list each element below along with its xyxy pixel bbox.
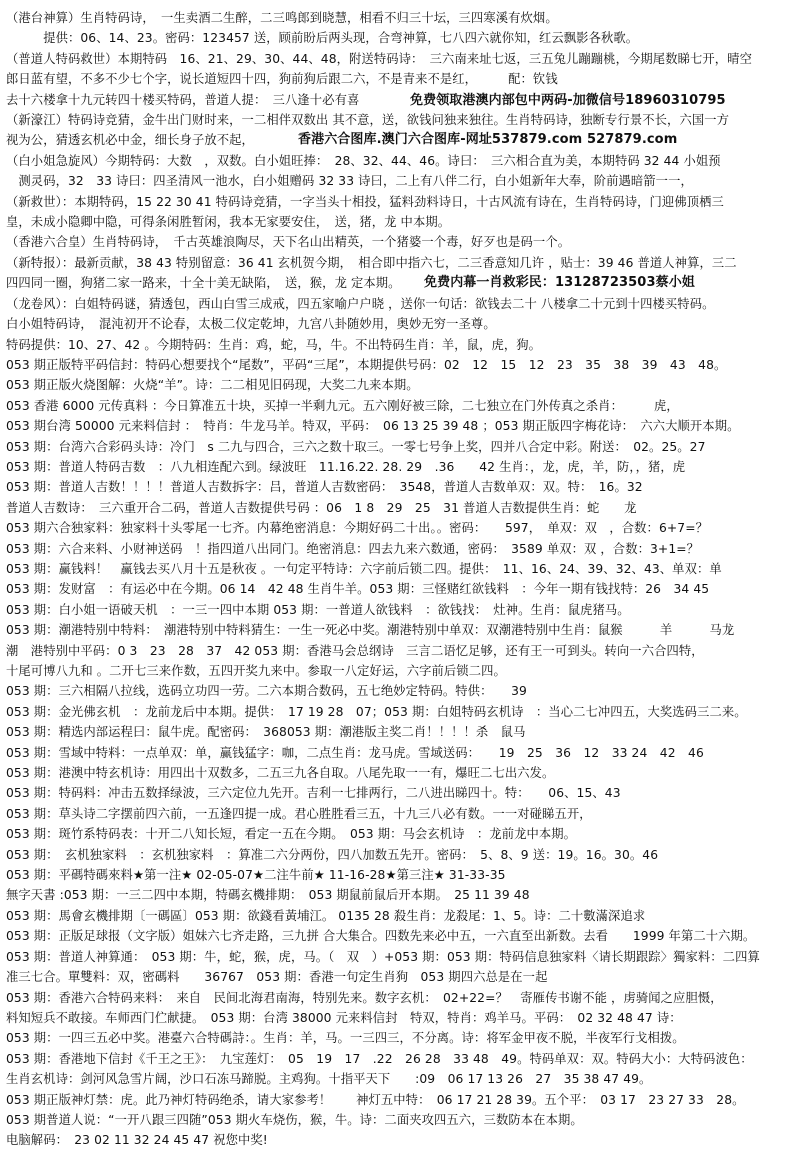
text-line-47: 053 期：普道人神算通： 053 期：牛，蛇，猴，虎，马。（ 双 ）+053 期：053 期：特码信息独家料〈请长期跟踪〉獨家料：二四算 [6, 949, 760, 964]
text-line-21: 053 期台湾 50000 元来料信封 ： 特肖：牛龙马羊。特双，平码： 06 13 25 39 48 ；053 期正版四字梅花诗： 六六大顺开本期。 [6, 419, 740, 434]
text-line-25: 普道人吉数诗： 三六重开合二码，普道人吉数提供号码 ：06 1 8 29 25 31 普道人吉数提供生肖：蛇 龙 [6, 500, 637, 515]
text-line-22: 053 期：台湾六合彩码头诗：冷门 s 二九与四合，三六之数十取三。一零七号争上奖，四并八合定中彩。附送： 02。25。27 [6, 439, 706, 454]
text-line-9: 测灵码，32 33 诗曰：四圣清风一池水，白小姐赠码 32 33 诗曰，二上有八伴二行，白小姐新年大奉，阶前遇暗箭一一， [6, 174, 693, 189]
text-line-5-body: 去十六楼拿十九元转四十楼买特码，普道人提： 三八逢十必有喜 [6, 92, 360, 107]
text-line-49: 053 期：香港六合特码来料： 来自 民间北海君南海，特别先来。数字玄机： 02+22=？ 寄雁传书谢不能 ，虏骑闻之应胆慑， [6, 990, 723, 1005]
text-line-36: 053 期：精选内部运程曰：鼠牛虎。配密码： 368053 期：潮港版主奖二肖！！！！杀 鼠马 [6, 725, 526, 740]
text-line-30: 053 期：白小姐一语破天机 ：一三一四中本期 053 期：一普道人欲钱料 ：欲钱找： 灶神。生肖：鼠虎猪马。 [6, 602, 630, 617]
text-line-54: 053 期正版神灯禁：虎。此乃神灯特码绝杀，请大家参考！ 神灯五中特： 06 17 21 28 39。五个平： 03 17 23 27 33 28。 [6, 1092, 745, 1107]
text-line-1: （港台神算）生肖特码诗， 一生卖酒二生醉，二三鸣郎到晓慧，相看不归三十坛，三四寒溪有炊烟。 [6, 11, 558, 25]
text-line-28: 053 期：赢钱料！ 赢钱去买八月十五是秋夜 。一句定平特诗：六字前后锁二四。提供： 11、16、24、39、32、43、单双：单 [6, 561, 722, 576]
text-line-55: 053 期普道人说：“一开八跟三四随”053 期火车烧伤，猴，牛。诗：二面夹攻四五六，三数防本在本期。 [6, 1112, 583, 1127]
text-line-12: （香港六合皇）生肖特码诗， 千古英雄浪陶尽，天下名山出精英，一个猪婆一个毒，好歹也是码一个。 [6, 235, 571, 250]
text-line-34: 053 期：三六相隔八拉线，选码立功四一劳。二六本期合数码，五七绝妙定特码。特供： 39 [6, 684, 527, 699]
text-line-46: 053 期：正版足球报（文字版）姐妹六七齐走路，三九拼 合大集合。四数先来必中五，一六直至出新数。去看 1999 年第二十六期。 [6, 929, 756, 944]
text-line-39: 053 期：特码料：冲击五数择绿波，三六定位九先开。吉利一七排两行，二八进出睇四十。特： 06、15、43 [6, 786, 621, 801]
text-line-44: 無字天書 :053 期：一三二四中本期，特碼玄機排期： 053 期鼠前鼠后开本期。 25 11 39 48 [6, 888, 530, 903]
text-line-4: 郎日蓝有望，不多不少七个字，说长道短四十四，狗前狗后跟二六，不是青来不是红， 配：钦钱 [6, 72, 558, 87]
text-line-14-body: 四四同一圈，狗猪二家一路来，十全十美无缺陷， 送，猴，龙 定本期。 [6, 276, 401, 291]
text-line-23: 053 期：普道人特码吉数 ：八九相连配六到。绿波旺 11.16.22. 28. 29 .36 42 生肖：，龙，虎，羊，防，，猪，虎 [6, 459, 686, 474]
text-line-32: 潮 港特别中平码：0 3 23 28 37 42 053 期：香港马会总纲诗 三言二语忆足够，还有王一可到头。转向一六合四特， [6, 643, 704, 658]
text-line-6: （新濠江）特码诗竞猜，金牛出门财时来，一二相伴双数出 其不意，送，欲钱问独来独往。生肖特码诗，独断专行景不长，六国一方 [6, 113, 730, 128]
text-line-7-body: 视为公，猜透玄机必中金，细长身子放不起， [6, 133, 254, 148]
text-line-35: 053 期：金光佛玄机 ：龙前龙后中本期。提供： 17 19 28 07；053 期：白姐特码玄机诗 ：当心二七冲四五，大奖选码三二来。 [6, 704, 747, 719]
text-line-31: 053 期：潮港特别中特料： 潮港特别中特料猜生：一生一死必中奖。潮港特别中单双：双潮港特别中生肖：鼠猴 羊 马龙 [6, 623, 735, 638]
text-line-42: 053 期： 玄机独家料 ：玄机独家料 ：算准二六分两份，四八加数五先开。密码： 5、8、9 送：19。16。30。46 [6, 847, 659, 862]
text-line-40: 053 期：草头诗二字摆前四六前，一五逢四提一成。君心胜胜看三五，十九三八必有数。一一对碰睇五开， [6, 806, 592, 821]
text-line-38: 053 期：港澳中特玄机诗：用四出十双数多，二五三九各自取。八尾先取一一有，爆旺二七出六发。 [6, 766, 555, 781]
text-line-18: 053 期正版特平码信封：特码心想要找个“尾数”，平码“三尾”，本期提供号码：02 12 15 12 23 35 38 39 43 48。 [6, 357, 727, 372]
text-line-5 [6, 90, 795, 110]
text-line-43: 053 期：平碼特碼來料★第一注★ 02-05-07★二注牛前★ 11-16-28★第三注★ 31-33-35 [6, 868, 506, 883]
text-line-26: 053 期六合独家料：独家料十头零尾一七齐。内幕绝密消息：今期好码二十出。。密码： 597， 单双：双 ，合数：6+7=？ [6, 521, 708, 536]
text-line-24: 053 期：普道人吉数！！！！普道人吉数拆字：吕，普道人吉数密码： 3548，普道人吉数单双：双。特： 16。32 [6, 480, 643, 495]
text-line-45: 053 期：馬會玄機排期〔一碼區〕053 期：欲錢看黃埔江。 0135 28 殺生肖：龙殺尾：1、5。诗：二十數滿深追求 [6, 908, 646, 923]
text-line-10: （新救世）：本期特码，15 22 30 41 特码诗竞猜，一字当头十相投，猛料劲料诗日，十古风流有诗在，生肖特码诗，门迎佛顶栖三 [6, 194, 724, 209]
text-line-2: 提供：06、14、23。密码：123457 送，顾前盼后两头现，合弯神算，七八四六就你知，红云飘影各秋歌。 [6, 31, 639, 46]
text-line-8: （白小姐急旋风）今期特码：大数 ，双数。白小姐旺捧： 28、32、44、46。诗曰： 三六相合直为美，本期特码 32 44 小姐预 [6, 153, 721, 168]
text-line-50: 料知短兵不敢接。车师西门伫献捷。 053 期：台湾 38000 元来料信封 特双，特肖：鸡羊马。平码： 02 32 48 47 诗： [6, 1010, 682, 1025]
text-line-29: 053 期：发财富 ：有运必中在今期。06 14 42 48 生肖牛羊。053 期：三怪赌红欲钱料 ：今年一期有钱找特：26 34 45 [6, 582, 710, 597]
text-line-3: （普道人特码救世）本期特码 16、21、29、30、44、48，附送特码诗： 三六南来址七返，三五兔儿蹦蹦桃，今期尾数睇七开，晴空 [6, 51, 752, 66]
text-line-17: 特码提供：10、27、42 。今期特码：生肖：鸡，蛇，马，牛。不出特码生肖：羊，鼠，虎，狗。 [6, 337, 542, 352]
text-line-13: （新特报）：最新贡献，38 43 特别留意：36 41 玄机贺今期， 相合即中指六七，二三香意知几许 ，贴士：39 46 普道人神算，三二 [6, 255, 737, 270]
text-line-56: 电脑解码： 23 02 11 32 24 45 47 祝您中奖! [6, 1133, 268, 1148]
text-line-14 [6, 273, 795, 293]
text-line-16: 白小姐特码诗， 混沌初开不论春，太极二仪定乾坤，九宫八卦随妙用，奥妙无穷一圣尊。 [6, 317, 496, 332]
text-line-41: 053 期：斑竹系特码表：十开二八知长短，看定一五在今期。 053 期：马会玄机诗 ：龙前龙中本期。 [6, 827, 577, 842]
text-line-51: 053 期：一四三五必中奖。港臺六合特碼詩：。生肖：羊，马。一三四三，不分离。诗：将军金甲夜不脱，半夜军行戈相拨。 [6, 1031, 685, 1046]
ad-website-banner: 香港六合图库.澳门六合图库-网址537879.com 527879.com [298, 132, 678, 148]
text-line-33: 十尾可博八九和 。二开七三来作数，五四开奖九来中。参取一八定好运，六字前后锁二四。 [6, 664, 506, 678]
text-line-15: （龙卷风）：白姐特码谜，猜透包，西山白雪三成戒，四五家喻户户晓 ，送你一句话：欲钱去二十 八楼拿二十元到十四楼买特码。 [6, 296, 715, 311]
text-line-7 [6, 130, 795, 150]
text-line-48: 准三七合。單雙料：双，密碼料 36767 053 期：香港一句定生肖狗 053 期四六总是在一起 [6, 970, 548, 985]
text-line-52: 053 期：香港地下信封《千王之王》： 九宝莲灯： 05 19 17 .22 26 28 33 48 49。特码单双：双。特码大小：大特码波色： [6, 1051, 753, 1066]
text-line-27: 053 期：六合来料、小财神送码 ！指四道八出同门。绝密消息：四去九来六数通，密码： 3589 单双：双 ，合数：3+1=？ [6, 541, 700, 556]
ad-wechat-banner: 免费领取港澳内部包中两码-加微信号18960310795 [410, 92, 726, 108]
text-line-11: 皇，未成小隐卿中隐，可得条闲胜暂闲，我本无家要安住， 送，猪，龙 中本期。 [6, 215, 451, 230]
text-line-53: 生肖玄机诗：剑河风急雪片阔，沙口石冻马蹄脱。主鸡狗。十指平天下 :09 06 17 13 26 27 35 38 47 49。 [6, 1072, 652, 1087]
text-line-19: 053 期正版火烧图解：火烧“羊”。诗：二二相见旧码现，大奖二九来本期。 [6, 378, 419, 393]
text-line-20: 053 香港 6000 元传真料 ：今日算准五十块，买掉一半剩九元。五六刚好被三除，二七独立在门外传真之杀肖： 虎， [6, 398, 679, 413]
text-line-37: 053 期：雪域中特料：一点单双：单，赢钱猛字：咖，二点生肖：龙马虎。雪域送码： 19 25 36 12 33 24 42 46 [6, 745, 704, 760]
ad-phone-banner: 免费内幕一肖救彩民：13128723503蔡小姐 [424, 275, 695, 291]
